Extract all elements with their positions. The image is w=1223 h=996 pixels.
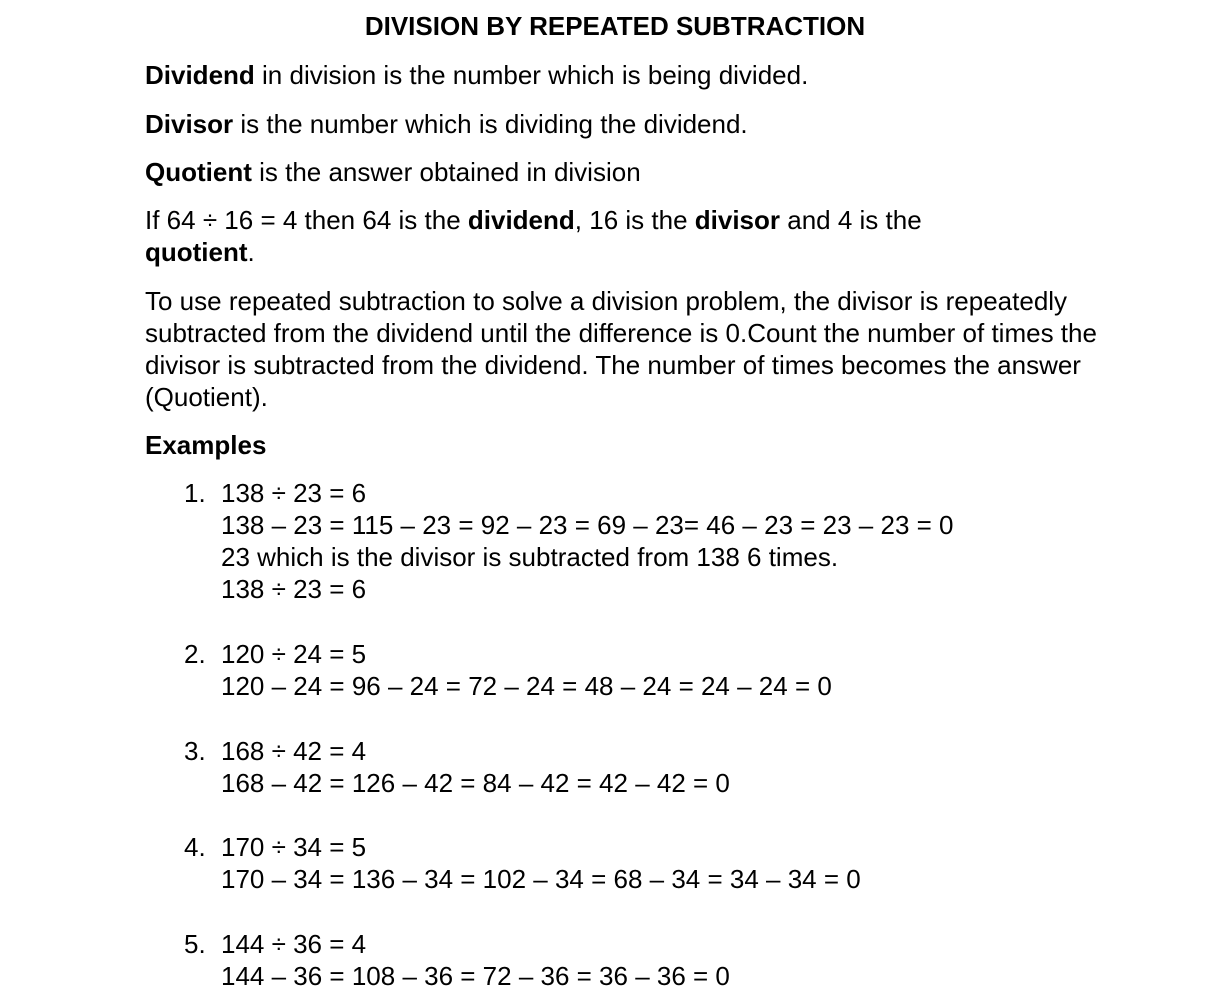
method-paragraph: To use repeated subtraction to solve a division problem, the divisor is repeatedly subtracted from the dividend until the difference is 0.Count the number of times the divisor is subtracted from the dividend. The number of times becomes the answer (Quotient). xyxy=(145,286,1097,412)
example-line: 120 ÷ 24 = 5 xyxy=(221,639,367,669)
definition-dividend xyxy=(145,59,1105,91)
example-lines xyxy=(221,735,1081,799)
example-line: 138 ÷ 23 = 6 xyxy=(221,478,367,508)
example-line: 168 – 42 = 126 – 42 = 84 – 42 = 42 – 42 = 0 xyxy=(221,768,730,798)
term-divisor: Divisor xyxy=(145,109,234,139)
definition-quotient-text: is the answer obtained in division xyxy=(251,157,641,187)
definition-divisor xyxy=(145,108,1105,140)
example-sentence xyxy=(145,204,1025,268)
definition-dividend-text: in division is the number which is being divided. xyxy=(254,60,809,90)
example-line: 23 which is the divisor is subtracted from 138 6 times. xyxy=(221,542,839,572)
example-number: 3. xyxy=(184,736,206,766)
example-number: 2. xyxy=(184,639,206,669)
page-title: DIVISION BY REPEATED SUBTRACTION xyxy=(364,11,866,41)
example-lines xyxy=(221,831,1081,895)
example-sentence-part4: . xyxy=(247,237,255,267)
term-quotient: Quotient xyxy=(145,157,252,187)
definition-quotient xyxy=(145,156,1105,188)
example-lines xyxy=(221,638,1081,702)
example-number: 5. xyxy=(184,929,206,959)
example-sentence-part3: and 4 is the xyxy=(780,205,922,235)
example-line: 120 – 24 = 96 – 24 = 72 – 24 = 48 – 24 = 24 – 24 = 0 xyxy=(221,671,832,701)
example-sentence-divisor: divisor xyxy=(694,205,781,235)
example-number: 4. xyxy=(184,832,206,862)
example-sentence-part2: , 16 is the xyxy=(574,205,695,235)
example-line: 144 – 36 = 108 – 36 = 72 – 36 = 36 – 36 = 0 xyxy=(221,961,730,991)
example-line: 144 ÷ 36 = 4 xyxy=(221,929,367,959)
example-lines xyxy=(221,928,1081,992)
example-sentence-part1: If 64 ÷ 16 = 4 then 64 is the xyxy=(145,205,468,235)
example-line: 168 ÷ 42 = 4 xyxy=(221,736,367,766)
example-sentence-dividend: dividend xyxy=(467,205,575,235)
example-line: 138 – 23 = 115 – 23 = 92 – 23 = 69 – 23= 46 – 23 = 23 – 23 = 0 xyxy=(221,510,954,540)
example-line: 170 – 34 = 136 – 34 = 102 – 34 = 68 – 34 = 34 – 34 = 0 xyxy=(221,864,861,894)
example-number: 1. xyxy=(184,478,206,508)
example-lines xyxy=(221,477,1081,605)
examples-heading: Examples xyxy=(145,430,267,460)
term-dividend: Dividend xyxy=(145,60,255,90)
example-sentence-quotient: quotient xyxy=(145,237,248,267)
example-line: 138 ÷ 23 = 6 xyxy=(221,574,367,604)
definition-divisor-text: is the number which is dividing the dividend. xyxy=(233,109,748,139)
example-line: 170 ÷ 34 = 5 xyxy=(221,832,367,862)
